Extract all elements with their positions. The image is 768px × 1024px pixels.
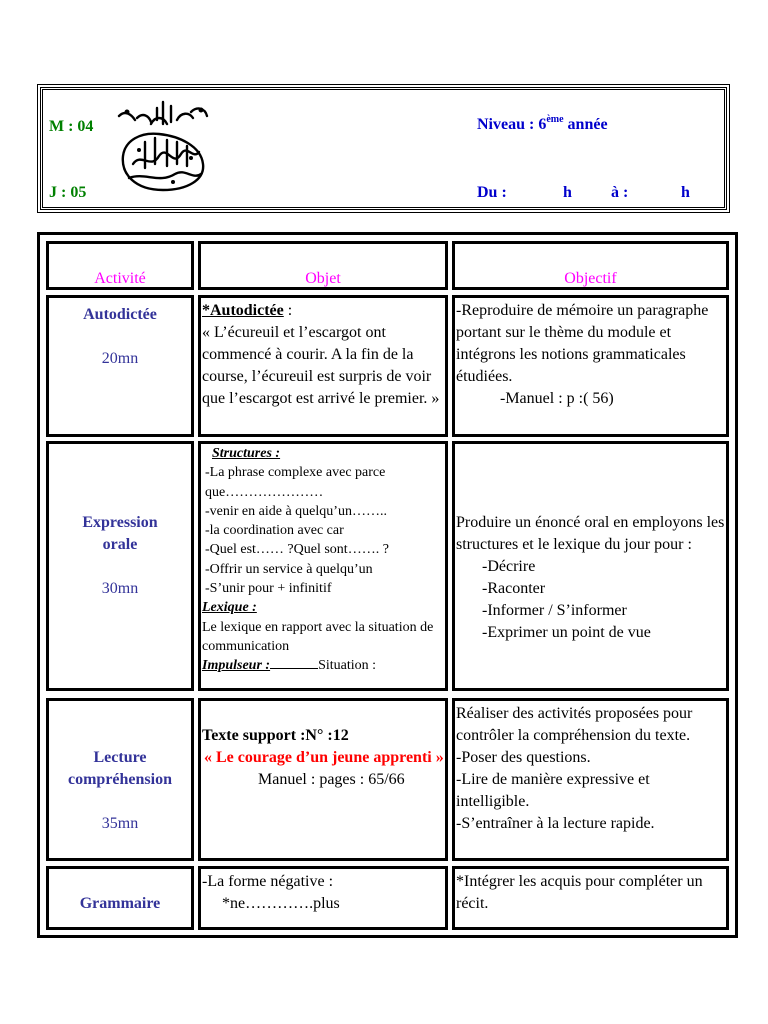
objectif-item: -Raconter: [482, 580, 546, 597]
objet-title-colon: :: [283, 302, 293, 319]
module-number: M : 04: [49, 118, 94, 135]
objectif-item: -Décrire: [482, 558, 536, 575]
column-header-objet: Objet: [198, 241, 448, 290]
objectif-grammaire: [452, 866, 729, 930]
impulseur-text: Situation :: [318, 658, 377, 674]
column-header-activite: Activité: [46, 241, 194, 290]
blank-line: [270, 668, 318, 669]
activity-time: 30mn: [101, 580, 139, 597]
objectif-item: -Exprimer un point de vue: [482, 624, 651, 641]
lesson-table: [37, 232, 738, 938]
structure-item: -la coordination avec car: [205, 523, 344, 539]
objet-grammaire: [198, 866, 448, 930]
day-number: J : 05: [49, 184, 87, 201]
activity-grammaire: [46, 866, 194, 930]
structure-item: -S’unir pour + infinitif: [205, 581, 332, 597]
activity-time: 35mn: [101, 815, 139, 832]
objectif-lecture: [452, 698, 729, 861]
objet-title-line: [202, 300, 445, 322]
activity-name-line2: orale: [102, 536, 138, 553]
activity-expression-orale: [46, 441, 194, 691]
objectif-text: -Reproduire de mémoire un paragraphe portant sur le thème du module et intégrons les notions grammaticales étudiées.: [456, 302, 709, 385]
a-label: à :: [611, 184, 629, 201]
lexique-label: Lexique :: [202, 600, 257, 616]
objet-autodictee: [198, 295, 448, 437]
activity-autodictee: [46, 295, 194, 437]
lexique-text: Le lexique en rapport avec la situation de communication: [202, 619, 434, 654]
manuel-pages: Manuel : pages : 65/66: [258, 771, 405, 788]
activity-name: Autodictée: [83, 306, 157, 323]
objectif-item: -Informer / S’informer: [482, 602, 627, 619]
structure-item: -Offrir un service à quelqu’un: [205, 561, 373, 577]
niveau-label: Niveau : 6ème année: [477, 114, 608, 133]
time-range: [477, 184, 690, 202]
objectif-text: *Intégrer les acquis pour compléter un récit.: [456, 873, 703, 912]
start-hour: h: [563, 184, 572, 201]
activity-name-line1: Lecture: [93, 749, 147, 766]
objectif-line: -Lire de manière expressive et intelligible.: [456, 771, 650, 810]
objectif-line: Réaliser des activités proposées pour contrôler la compréhension du texte.: [456, 705, 693, 744]
impulseur-label: Impulseur :: [202, 658, 271, 674]
objectif-line: -Poser des questions.: [456, 749, 591, 766]
objectif-intro: Produire un énoncé oral en employons les structures et le lexique du jour pour :: [456, 514, 725, 553]
activity-name-line1: Expression: [82, 514, 158, 531]
header-box: [40, 87, 727, 210]
objet-expression-orale: [198, 441, 448, 691]
objet-line2: *ne………….plus: [222, 895, 340, 912]
activity-name-line2: compréhension: [68, 771, 172, 788]
objectif-ref: -Manuel : p :( 56): [500, 390, 614, 407]
objet-lecture: [198, 698, 448, 861]
structure-item: -Quel est…… ?Quel sont……. ?: [205, 542, 389, 558]
structure-item: -venir en aide à quelqu’un……..: [205, 503, 387, 519]
objectif-expression-orale: [452, 441, 729, 691]
activity-name: Grammaire: [79, 895, 161, 912]
du-label: Du :: [477, 184, 507, 201]
objet-text: « L’écureuil et l’escargot ont commencé à courir. A la fin de la course, l’écureuil est surpris de voir que l’escargot est arrivé le premier. »: [202, 324, 440, 407]
objet-title: *Autodictée: [202, 302, 284, 319]
column-header-objectif: Objectif: [452, 241, 729, 290]
texte-title: « Le courage d’un jeune apprenti »: [204, 749, 444, 766]
structure-item: -La phrase complexe avec parce que…………………: [205, 465, 386, 500]
impulseur-line: [202, 656, 445, 675]
texte-support: Texte support :N° :12: [202, 727, 349, 744]
activity-lecture: [46, 698, 194, 861]
end-hour: h: [681, 184, 690, 201]
objet-line1: -La forme négative :: [202, 873, 334, 890]
calligraphy-logo: [115, 94, 211, 198]
objectif-line: -S’entraîner à la lecture rapide.: [456, 815, 655, 832]
activity-time: 20mn: [101, 350, 139, 367]
structures-label: Structures :: [212, 446, 281, 461]
objectif-autodictee: [452, 295, 729, 437]
